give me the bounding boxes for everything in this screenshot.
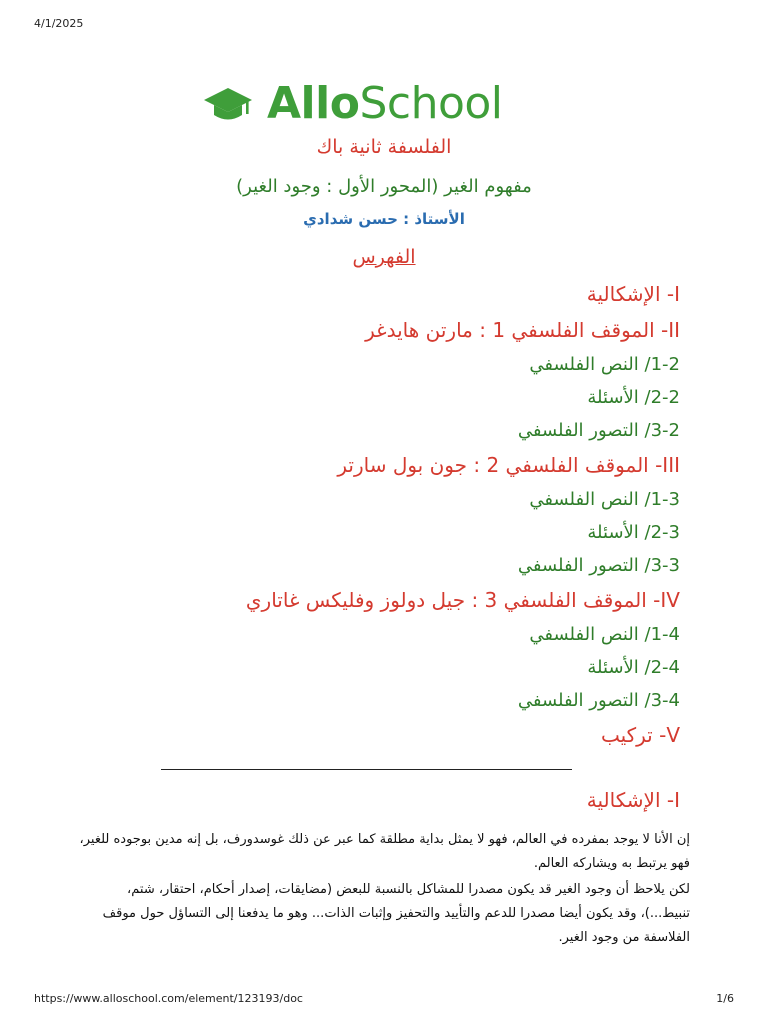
table-of-contents [80,276,680,753]
section-divider [161,769,572,770]
toc-item[interactable]: II- الموقف الفلسفي 1 : مارتن هايدغر [365,318,680,342]
toc-item[interactable]: 3-3/ التصور الفلسفي [517,555,680,576]
paragraph: لكن يلاحظ أن وجود الغير قد يكون مصدرا للمشاكل بالنسبة للبعض (مضايقات، إصدار أحكام، احتقار، شتم، تنبيط...)، وقد يكون أيضا مصدرا للدعم والتأييد والتحفيز وإثبات الذات... وهو ما يدفعنا إلى التساؤل حول موقف الفلاسفة من وجود الغير. [102,882,690,945]
toc-item[interactable]: I- الإشكالية [586,282,680,306]
section-heading: I- الإشكالية [586,788,680,812]
teacher-name: الأستاذ : حسن شدادي [303,210,465,228]
subject-title: الفلسفة ثانية باك [316,136,452,158]
toc-item[interactable]: III- الموقف الفلسفي 2 : جون بول سارتر [337,453,680,477]
graduation-cap-icon [203,84,253,124]
toc-heading: الفهرس [352,246,416,268]
toc-item[interactable]: 3-2/ التصور الفلسفي [517,420,680,441]
toc-item[interactable]: 2-2/ الأسئلة [587,387,680,408]
toc-item[interactable]: 1-4/ النص الفلسفي [529,624,680,645]
alloschool-logo[interactable] [203,74,503,134]
logo-wordmark: AlloSchool [267,78,503,129]
toc-item[interactable]: 3-4/ التصور الفلسفي [517,690,680,711]
toc-item[interactable]: V- تركيب [600,723,680,747]
page-number: 1/6 [716,992,734,1005]
print-date: 4/1/2025 [34,17,84,30]
toc-item[interactable]: 2-3/ الأسئلة [587,522,680,543]
toc-item[interactable]: 1-2/ النص الفلسفي [529,354,680,375]
toc-item[interactable]: IV- الموقف الفلسفي 3 : جيل دولوز وفليكس غاتاري [245,588,680,612]
paragraph: إن الأنا لا يوجد بمفرده في العالم، فهو لا يمثل بداية مطلقة كما عبر عن ذلك غوسدورف، بل إنه مدين بوجوده للغير، فهو يرتبط به ويشاركه العالم. [79,832,690,871]
toc-item[interactable]: 2-4/ الأسئلة [587,657,680,678]
toc-item[interactable]: 1-3/ النص الفلسفي [529,489,680,510]
lesson-title: مفهوم الغير (المحور الأول : وجود الغير) [236,176,532,197]
page-url[interactable]: https://www.alloschool.com/element/123193/doc [34,992,303,1005]
